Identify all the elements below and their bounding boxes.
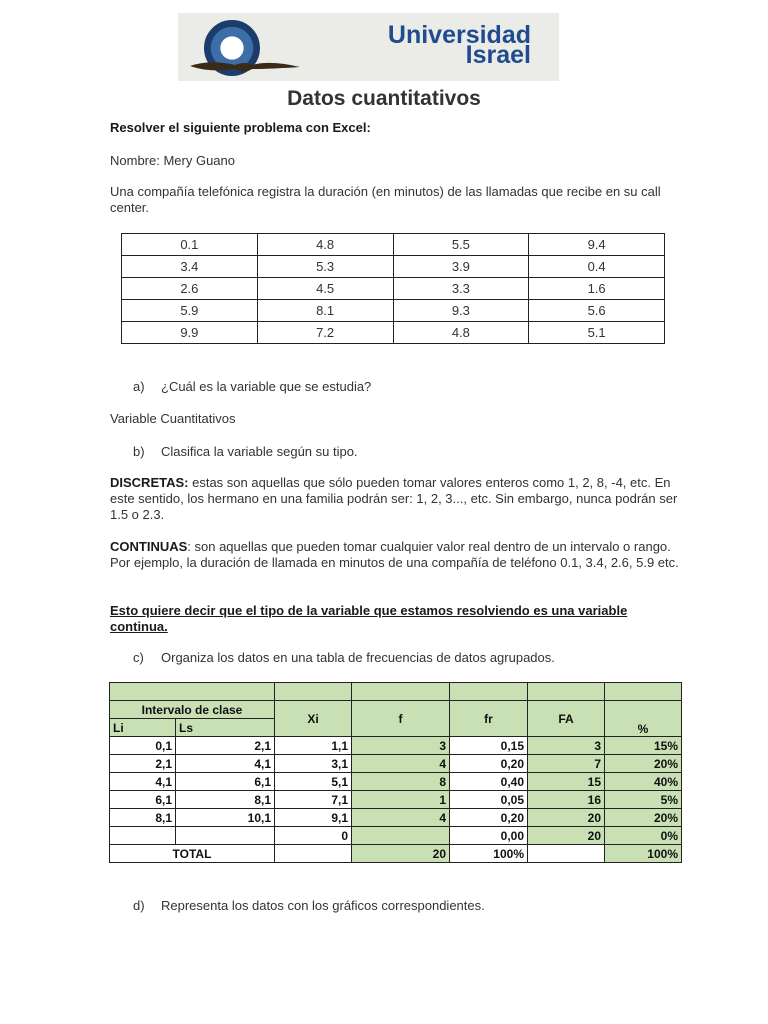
discretas-paragraph xyxy=(110,475,680,523)
freq-cell-xi: 9,1 xyxy=(275,809,352,827)
freq-cell-li: 8,1 xyxy=(110,809,176,827)
table-cell: 9.3 xyxy=(393,300,529,322)
total-label: TOTAL xyxy=(110,845,275,863)
table-cell: 0.1 xyxy=(122,234,258,256)
question-b xyxy=(110,444,680,460)
freq-cell-ls: 10,1 xyxy=(176,809,275,827)
question-b-letter: b) xyxy=(133,444,145,459)
freq-cell-fa: 16 xyxy=(528,791,605,809)
freq-cell-f: 1 xyxy=(352,791,450,809)
freq-cell-fr: 0,40 xyxy=(450,773,528,791)
freq-cell-ls: 2,1 xyxy=(176,737,275,755)
freq-cell-pct: 20% xyxy=(605,755,682,773)
table-cell: 2.6 xyxy=(122,278,258,300)
f-header: f xyxy=(352,701,450,737)
xi-header: Xi xyxy=(275,701,352,737)
pct-header: % xyxy=(605,701,682,737)
freq-cell-xi: 5,1 xyxy=(275,773,352,791)
freq-cell-xi: 3,1 xyxy=(275,755,352,773)
freq-cell-pct: 40% xyxy=(605,773,682,791)
freq-cell-f xyxy=(352,827,450,845)
freq-cell-ls: 4,1 xyxy=(176,755,275,773)
freq-cell-fa: 15 xyxy=(528,773,605,791)
table-row xyxy=(122,278,665,300)
freq-row xyxy=(110,755,682,773)
freq-cell-f: 8 xyxy=(352,773,450,791)
freq-total-row xyxy=(110,845,682,863)
fr-header: fr xyxy=(450,701,528,737)
continuas-label: CONTINUAS xyxy=(110,539,188,554)
ls-header: Ls xyxy=(176,719,275,737)
freq-row xyxy=(110,827,682,845)
page-title: Datos cuantitativos xyxy=(287,87,481,110)
calls-table xyxy=(121,233,665,344)
total-fa xyxy=(528,845,605,863)
question-d-letter: d) xyxy=(133,898,145,913)
freq-cell-ls: 8,1 xyxy=(176,791,275,809)
freq-cell-fr: 0,05 xyxy=(450,791,528,809)
frequency-table xyxy=(109,682,682,863)
freq-cell-f: 4 xyxy=(352,755,450,773)
discretas-label: DISCRETAS: xyxy=(110,475,189,490)
student-name: Nombre: Mery Guano xyxy=(110,153,235,168)
freq-cell-pct: 5% xyxy=(605,791,682,809)
continuas-paragraph xyxy=(110,539,680,571)
table-cell: 9.4 xyxy=(529,234,665,256)
table-cell: 8.1 xyxy=(257,300,393,322)
total-f: 20 xyxy=(352,845,450,863)
total-pct: 100% xyxy=(605,845,682,863)
logo-line2: Israel xyxy=(465,41,531,69)
freq-cell-f: 3 xyxy=(352,737,450,755)
freq-row xyxy=(110,773,682,791)
freq-cell-xi: 0 xyxy=(275,827,352,845)
table-cell: 5.3 xyxy=(257,256,393,278)
table-cell: 1.6 xyxy=(529,278,665,300)
freq-row xyxy=(110,791,682,809)
discretas-text: estas son aquellas que sólo pueden tomar valores enteros como 1, 2, 8, -4, etc. En este sentido, los hermano en una familia podrán ser: 1, 2, 3..., etc. Sin embargo, nunca podrán ser 1.5 o 2.3. xyxy=(110,475,678,522)
freq-cell-pct: 15% xyxy=(605,737,682,755)
table-cell: 3.9 xyxy=(393,256,529,278)
logo-line1: Universidad xyxy=(387,21,531,49)
question-a-text: ¿Cuál es la variable que se estudia? xyxy=(161,379,372,394)
question-c-text: Organiza los datos en una tabla de frecuencias de datos agrupados. xyxy=(161,650,555,665)
freq-cell-xi: 1,1 xyxy=(275,737,352,755)
table-cell: 5.9 xyxy=(122,300,258,322)
table-cell: 0.4 xyxy=(529,256,665,278)
continuas-text: : son aquellas que pueden tomar cualquier valor real dentro de un intervalo o rango. Por ejemplo, la duración de llamada en minutos de una compañía de teléfono 0.1, 3.4, 2.6, 5.9 etc. xyxy=(110,539,679,570)
freq-cell-ls xyxy=(176,827,275,845)
table-row xyxy=(122,322,665,344)
university-logo xyxy=(178,13,559,81)
freq-cell-pct: 20% xyxy=(605,809,682,827)
question-d-text: Representa los datos con los gráficos correspondientes. xyxy=(161,898,485,913)
freq-cell-fa: 3 xyxy=(528,737,605,755)
question-c xyxy=(110,650,680,666)
instruction: Resolver el siguiente problema con Excel: xyxy=(110,120,371,135)
freq-cell-fr: 0,15 xyxy=(450,737,528,755)
freq-cell-ls: 6,1 xyxy=(176,773,275,791)
table-cell: 7.2 xyxy=(257,322,393,344)
table-row xyxy=(122,300,665,322)
table-row xyxy=(122,234,665,256)
freq-cell-li xyxy=(110,827,176,845)
freq-cell-fa: 20 xyxy=(528,827,605,845)
problem-statement: Una compañía telefónica registra la duración (en minutos) de las llamadas que recibe en su call center. xyxy=(110,184,661,215)
freq-cell-li: 0,1 xyxy=(110,737,176,755)
question-c-letter: c) xyxy=(133,650,144,665)
freq-cell-fr: 0,00 xyxy=(450,827,528,845)
question-a-letter: a) xyxy=(133,379,145,394)
freq-cell-xi: 7,1 xyxy=(275,791,352,809)
table-cell: 3.4 xyxy=(122,256,258,278)
header-blank xyxy=(110,683,275,701)
table-cell: 3.3 xyxy=(393,278,529,300)
freq-cell-f: 4 xyxy=(352,809,450,827)
freq-cell-fa: 20 xyxy=(528,809,605,827)
freq-cell-fr: 0,20 xyxy=(450,809,528,827)
table-cell: 5.5 xyxy=(393,234,529,256)
table-cell: 4.5 xyxy=(257,278,393,300)
table-row xyxy=(122,256,665,278)
table-cell: 5.6 xyxy=(529,300,665,322)
freq-row xyxy=(110,809,682,827)
freq-row xyxy=(110,737,682,755)
total-xi xyxy=(275,845,352,863)
freq-cell-fr: 0,20 xyxy=(450,755,528,773)
question-b-text: Clasifica la variable según su tipo. xyxy=(161,444,358,459)
question-d xyxy=(110,898,680,914)
freq-cell-li: 6,1 xyxy=(110,791,176,809)
eagle-icon xyxy=(190,57,300,75)
answer-a: Variable Cuantitativos xyxy=(110,411,236,426)
table-cell: 4.8 xyxy=(393,322,529,344)
li-header: Li xyxy=(110,719,176,737)
freq-cell-li: 2,1 xyxy=(110,755,176,773)
conclusion: Esto quiere decir que el tipo de la variable que estamos resolviendo es una variable continua. xyxy=(110,603,628,634)
freq-cell-fa: 7 xyxy=(528,755,605,773)
table-cell: 4.8 xyxy=(257,234,393,256)
fa-header: FA xyxy=(528,701,605,737)
table-cell: 5.1 xyxy=(529,322,665,344)
freq-cell-pct: 0% xyxy=(605,827,682,845)
question-a xyxy=(110,379,680,395)
interval-header: Intervalo de clase xyxy=(110,701,275,719)
table-cell: 9.9 xyxy=(122,322,258,344)
freq-cell-li: 4,1 xyxy=(110,773,176,791)
total-fr: 100% xyxy=(450,845,528,863)
